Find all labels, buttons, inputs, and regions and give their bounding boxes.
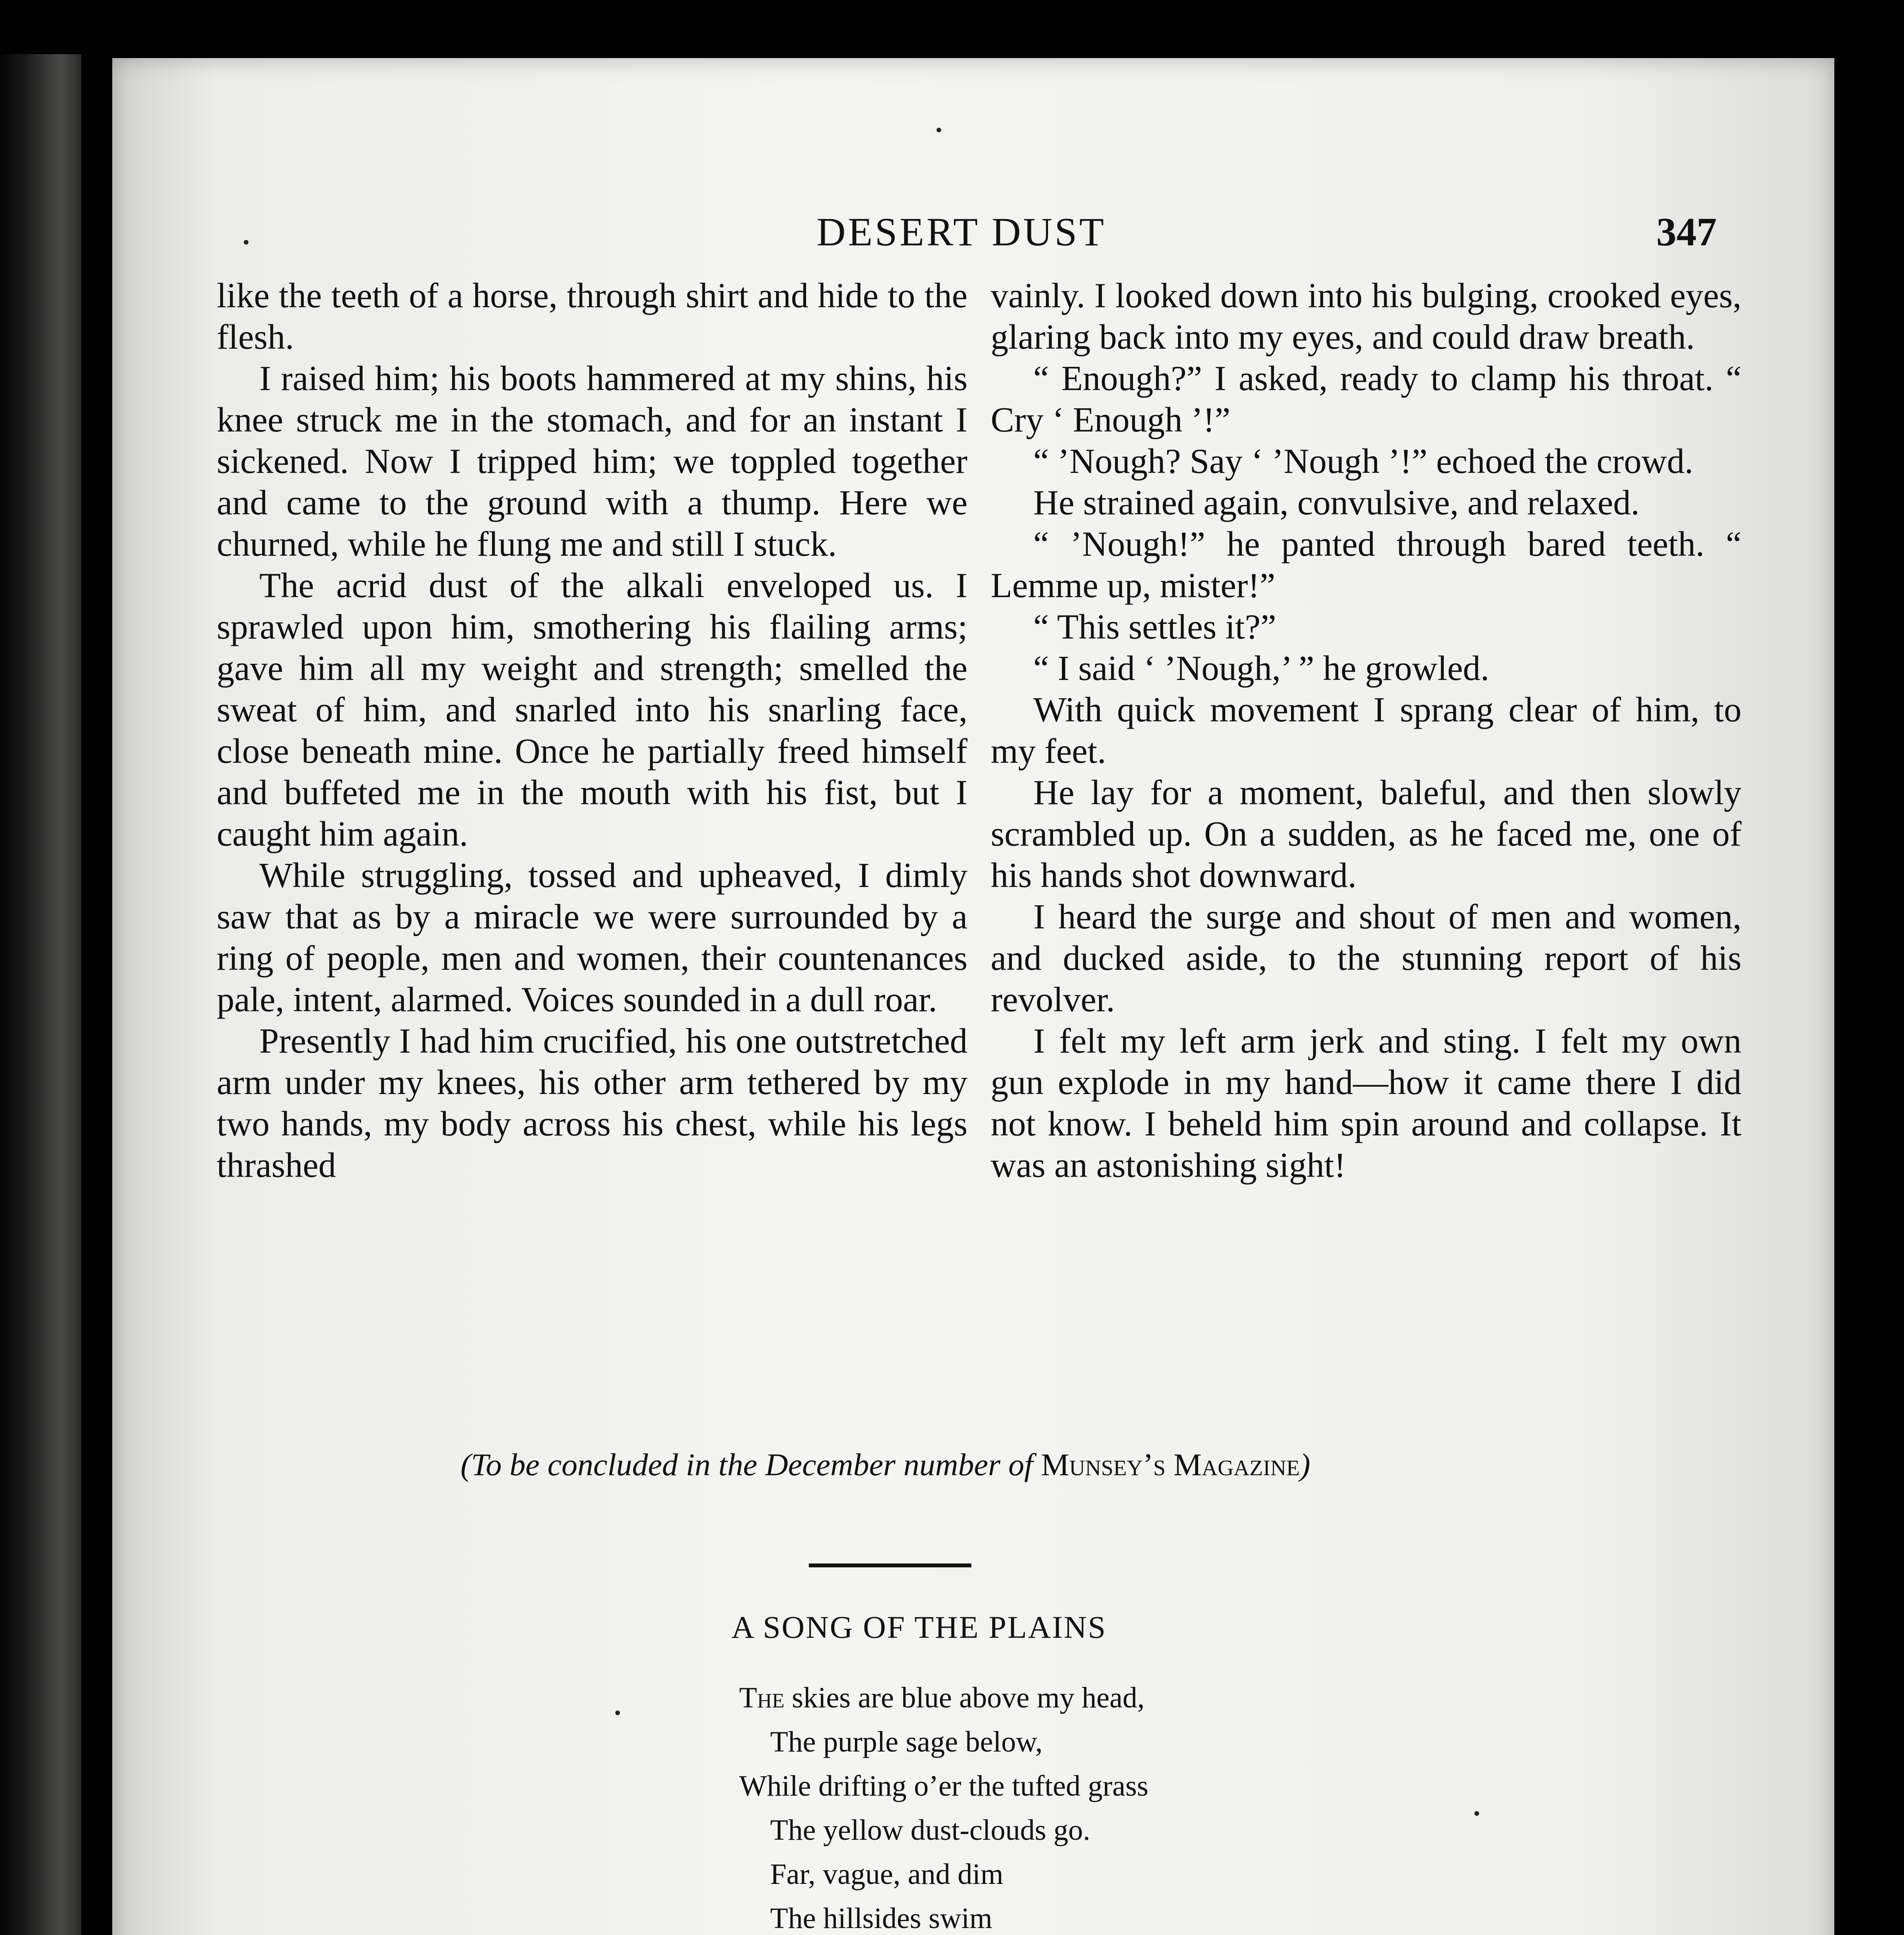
left-column (217, 275, 967, 1186)
section-divider (809, 1563, 971, 1567)
continuation-note-prefix: (To be concluded in the December number of (461, 1447, 1041, 1482)
poem-line: The yellow dust-clouds go. (770, 1814, 1091, 1846)
paragraph: I raised him; his boots hammered at my shins, his knee struck me in the stomach, and for an instant I sickened. Now I tripped him; we toppled together and came to the ground with a thump. Here we churned, while he flung me and still I stuck. (217, 359, 967, 563)
poem-line: While drifting o’er the tufted grass (739, 1770, 1149, 1802)
paragraph: “ This settles it?” (1033, 607, 1276, 646)
adjacent-page-edge (0, 54, 81, 1935)
page-number: 347 (1656, 210, 1717, 254)
right-column (991, 275, 1741, 1186)
continuation-note (461, 1444, 1310, 1486)
paragraph: “ I said ‘ ’Nough,’ ” he growled. (1033, 649, 1490, 688)
paragraph: “ ’Nough!” he panted through bared teeth. “ Lemme up, mister!” (991, 524, 1741, 605)
continuation-note-suffix: ) (1300, 1447, 1310, 1482)
poem-line: Far, vague, and dim (770, 1858, 1003, 1890)
magazine-name: Munsey’s Magazine (1041, 1447, 1300, 1482)
running-title: DESERT DUST (817, 210, 1106, 254)
paragraph: He lay for a moment, baleful, and then slowly scrambled up. On a sudden, as he faced me, one of his hands shot downward. (991, 773, 1741, 895)
poem-line (739, 1676, 1591, 1720)
poem-line-text: skies are blue above my head, (792, 1682, 1145, 1714)
paper-speck (937, 128, 941, 132)
paragraph: I heard the surge and shout of men and women, and ducked aside, to the stunning report of his revolver. (991, 897, 1741, 1019)
book-page (112, 58, 1834, 1935)
paper-speck (244, 240, 248, 245)
stanza (739, 1676, 1591, 1935)
paper-speck (615, 1711, 620, 1715)
poem (739, 1676, 1591, 1935)
paper-speck (1474, 1811, 1479, 1816)
paragraph: vainly. I looked down into his bulging, crooked eyes, glaring back into my eyes, and could draw breath. (991, 276, 1741, 356)
paragraph: Presently I had him crucified, his one outstretched arm under my knees, his other arm tethered by my two hands, my body across his chest, while his legs thrashed (217, 1021, 967, 1185)
paragraph: “ Enough?” I asked, ready to clamp his throat. “ Cry ‘ Enough ’!” (991, 359, 1741, 439)
paragraph: With quick movement I sprang clear of him, to my feet. (991, 690, 1741, 771)
poem-line: The hillsides swim (770, 1902, 993, 1935)
paragraph: He strained again, convulsive, and relaxed. (1033, 483, 1640, 522)
running-head (112, 201, 1834, 263)
paragraph: While struggling, tossed and upheaved, I dimly saw that as by a miracle we were surrounded by a ring of people, men and women, their countenances pale, intent, alarmed. Voices sounded in a dull roar. (217, 856, 967, 1019)
paragraph: I felt my left arm jerk and sting. I felt my own gun explode in my hand—how it came there I did not know. I beheld him spin around and collapse. It was an astonishing sight! (991, 1021, 1741, 1185)
paragraph: The acrid dust of the alkali enveloped us. I sprawled upon him, smothering his flailing arms; gave him all my weight and strength; smelled the sweat of him, and snarled into his snarling face, close beneath mine. Once he partially freed himself and buffeted me in the mouth with his fist, but I caught him again. (217, 566, 967, 853)
poem-title: A SONG OF THE PLAINS (731, 1610, 1107, 1645)
paragraph: “ ’Nough? Say ‘ ’Nough ’!” echoed the crowd. (1033, 442, 1693, 481)
paragraph: like the teeth of a horse, through shirt and hide to the flesh. (217, 276, 967, 356)
poem-line: The purple sage below, (770, 1726, 1043, 1758)
poem-first-word: The (739, 1682, 785, 1714)
